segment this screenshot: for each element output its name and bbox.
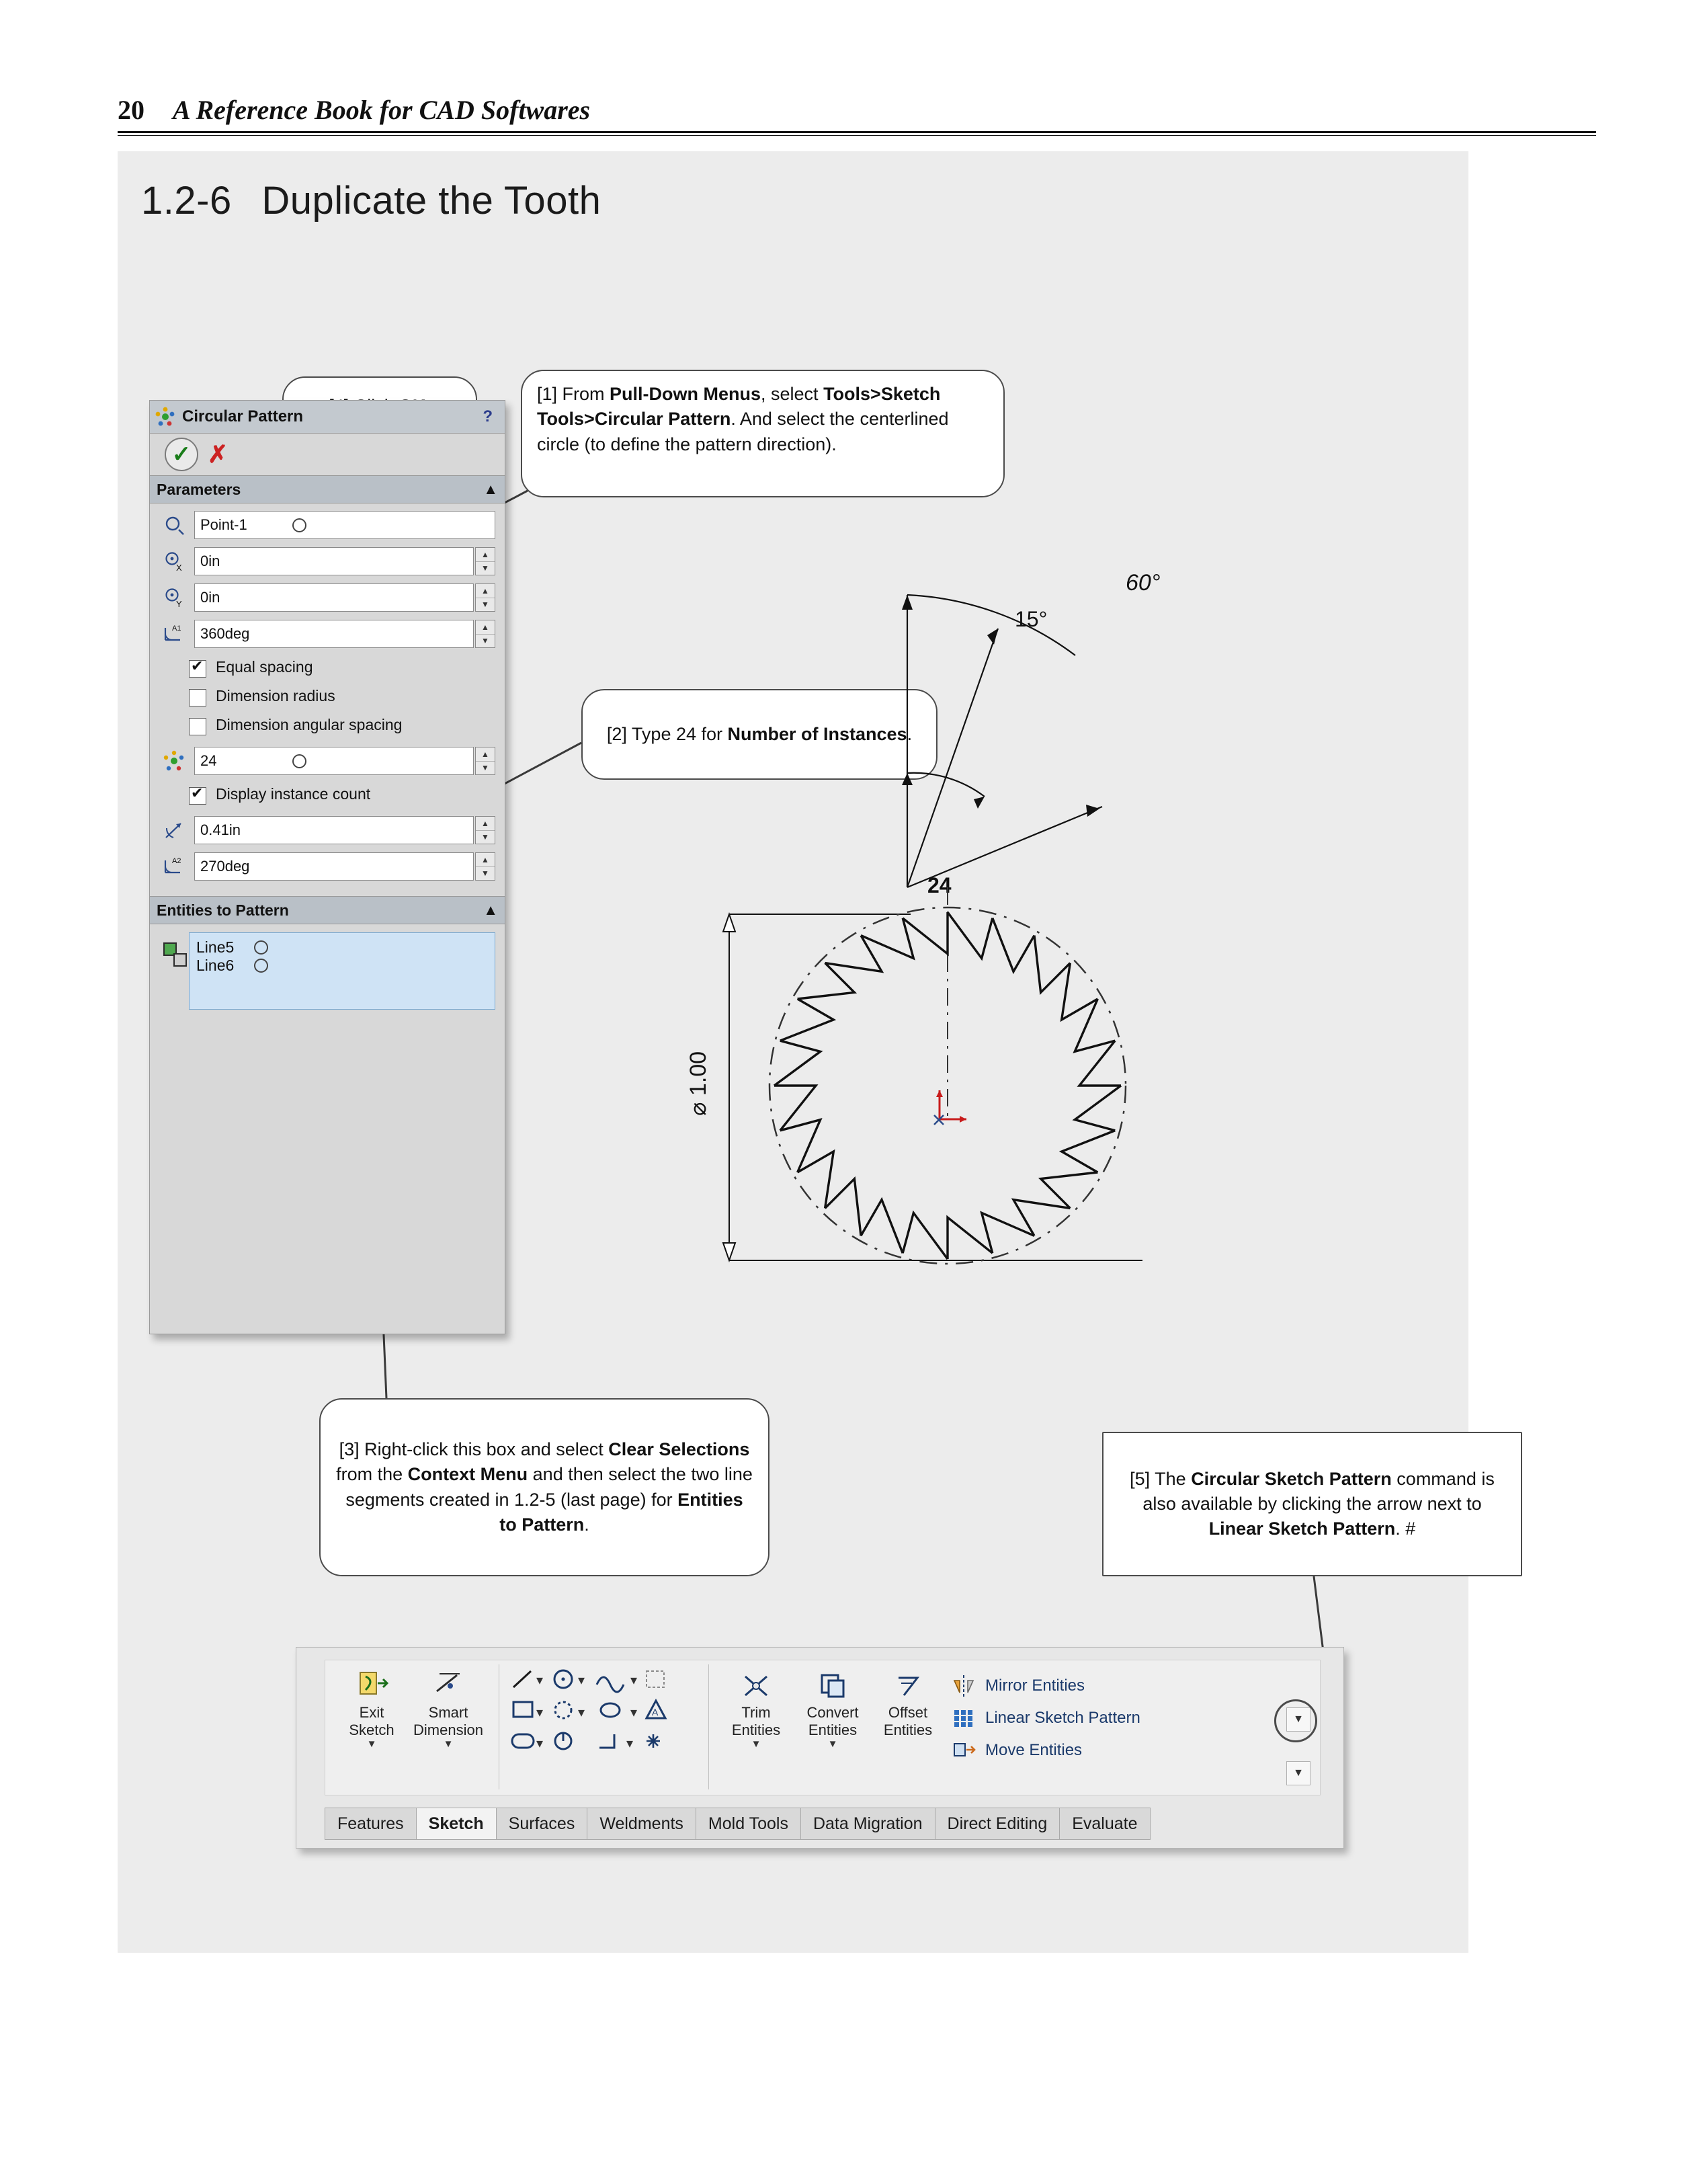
- chevron-down-icon[interactable]: ▼: [443, 1738, 454, 1750]
- sketch-ribbon[interactable]: [296, 1647, 1344, 1849]
- convert-entities-button[interactable]: [796, 1671, 870, 1750]
- smart-dimension-label: Smart Dimension: [413, 1704, 483, 1738]
- panel-confirm-row: [150, 434, 505, 475]
- checkbox-display-instance-count[interactable]: [189, 785, 495, 805]
- page-title: [141, 178, 601, 223]
- checkbox-dimension-radius[interactable]: [189, 687, 495, 706]
- selection-marker: [292, 754, 306, 768]
- svg-text:Y: Y: [176, 599, 182, 609]
- exit-sketch-label: Exit Sketch: [349, 1704, 394, 1738]
- angle-a1-icon: [159, 619, 189, 649]
- radius-input[interactable]: [194, 816, 474, 844]
- header-divider: [118, 131, 1596, 136]
- arc-angle-stepper[interactable]: ▲ ▼: [475, 852, 495, 881]
- tab-data-migration[interactable]: Data Migration: [800, 1808, 935, 1840]
- tab-weldments[interactable]: Weldments: [587, 1808, 696, 1840]
- list-item-label: Line5: [196, 938, 235, 956]
- field-total-angle[interactable]: [159, 619, 495, 649]
- svg-text:X: X: [176, 563, 182, 573]
- svg-text:A2: A2: [172, 857, 181, 865]
- radius-icon: [159, 815, 189, 845]
- section-title: Duplicate the Tooth: [261, 179, 601, 223]
- trim-entities-button[interactable]: [719, 1671, 793, 1750]
- chevron-down-icon[interactable]: ▼: [366, 1738, 377, 1750]
- pattern-dropdown-arrow[interactable]: ▼: [1286, 1707, 1310, 1732]
- section-parameters-label: Parameters: [157, 480, 241, 498]
- checkbox-box[interactable]: [189, 718, 206, 735]
- center-y-stepper[interactable]: ▲ ▼: [475, 583, 495, 612]
- panel-title-text: Circular Pattern: [182, 407, 304, 426]
- total-angle-stepper[interactable]: ▲ ▼: [475, 620, 495, 648]
- selection-marker: [254, 940, 268, 955]
- move-entities-button[interactable]: [950, 1734, 1140, 1767]
- list-item[interactable]: [196, 938, 488, 957]
- instance-count-label: 24: [927, 873, 952, 897]
- chevron-down-icon[interactable]: ▼: [827, 1738, 838, 1750]
- trim-icon: [740, 1671, 772, 1701]
- book-title: A Reference Book for CAD Softwares: [173, 95, 591, 125]
- more-commands-arrow[interactable]: ▼: [1286, 1761, 1310, 1785]
- trim-entities-label: Trim Entities: [731, 1704, 781, 1738]
- total-angle-value: 360deg: [200, 625, 250, 642]
- center-y-value: 0in: [200, 589, 220, 606]
- tab-surfaces[interactable]: Surfaces: [496, 1808, 587, 1840]
- number-of-instances-stepper[interactable]: ▲ ▼: [475, 747, 495, 775]
- svg-text:▾: ▾: [536, 1736, 544, 1751]
- checkbox-box[interactable]: [189, 660, 206, 678]
- section-number: 1.2-6: [141, 179, 232, 223]
- smart-dimension-icon: [430, 1668, 466, 1701]
- ribbon-command-area: [325, 1660, 1321, 1795]
- tab-direct-editing[interactable]: Direct Editing: [935, 1808, 1060, 1840]
- pattern-direction-value: Point-1: [200, 516, 247, 533]
- selection-marker: [254, 959, 268, 973]
- axis-icon: [159, 510, 189, 540]
- move-icon: [950, 1738, 977, 1763]
- angle-a2-icon: [159, 852, 189, 881]
- callout-2: [2] Type 24 for Number of Instances.: [581, 689, 938, 780]
- section-parameters-header[interactable]: [150, 475, 505, 503]
- pattern-direction-input[interactable]: [194, 511, 495, 539]
- svg-text:▾: ▾: [536, 1673, 544, 1688]
- checkbox-label: Equal spacing: [216, 658, 313, 676]
- svg-text:▾: ▾: [630, 1705, 638, 1720]
- field-center-x[interactable]: [159, 547, 495, 576]
- center-x-value: 0in: [200, 553, 220, 569]
- chevron-up-icon[interactable]: ▲: [483, 901, 498, 918]
- exit-sketch-icon: [353, 1668, 390, 1701]
- cancel-button[interactable]: ✗: [208, 440, 228, 468]
- sketch-entities-grid[interactable]: [508, 1667, 703, 1788]
- x-coord-icon: [159, 547, 189, 576]
- chevron-up-icon[interactable]: ▲: [483, 481, 498, 497]
- radius-value: 0.41in: [200, 821, 241, 838]
- callout-3: [3] Right-click this box and select Clear Selections from the Context Menu and then select the two line segments created in 1.2-5 (last page) for Entities to Pattern.: [319, 1398, 769, 1576]
- ribbon-divider-2: [708, 1664, 709, 1789]
- mirror-icon: [950, 1674, 977, 1698]
- circular-pattern-property-panel[interactable]: [149, 400, 505, 1334]
- svg-text:▾: ▾: [536, 1705, 544, 1720]
- convert-entities-label: Convert Entities: [806, 1704, 859, 1738]
- y-coord-icon: [159, 583, 189, 612]
- field-pattern-direction[interactable]: [159, 510, 495, 540]
- convert-icon: [817, 1671, 849, 1701]
- mirror-entities-label: Mirror Entities: [985, 1676, 1085, 1695]
- center-x-input[interactable]: [194, 547, 474, 575]
- gear-sketch: [685, 511, 1331, 1351]
- linear-sketch-pattern-label: Linear Sketch Pattern: [985, 1709, 1140, 1727]
- move-entities-label: Move Entities: [985, 1741, 1083, 1759]
- field-radius[interactable]: [159, 815, 495, 845]
- dimension-60-label: 60°: [1126, 570, 1161, 596]
- number-of-instances-input[interactable]: [194, 747, 474, 775]
- svg-text:▾: ▾: [578, 1673, 585, 1688]
- arc-angle-input[interactable]: [194, 852, 474, 881]
- tab-mold-tools[interactable]: Mold Tools: [696, 1808, 800, 1840]
- checkbox-label: Display instance count: [216, 785, 371, 803]
- arc-angle-value: 270deg: [200, 858, 250, 875]
- number-of-instances-value: 24: [200, 752, 217, 769]
- cad-drawing-view: [685, 511, 1331, 1351]
- tab-sketch[interactable]: Sketch: [416, 1808, 496, 1840]
- checkbox-label: Dimension radius: [216, 687, 335, 704]
- dimension-15-label: 15°: [1015, 607, 1048, 631]
- checkbox-box[interactable]: [189, 787, 206, 805]
- help-icon[interactable]: ?: [483, 407, 493, 426]
- highlight-circle: [1274, 1699, 1317, 1742]
- callout-1: [1] From Pull-Down Menus, select Tools>Sketch Tools>Circular Pattern. And select the centerlined circle (to define the pattern direction).: [521, 370, 1005, 497]
- offset-icon: [892, 1671, 924, 1701]
- page-number: 20: [118, 95, 144, 125]
- instances-icon: [159, 746, 189, 776]
- linear-pattern-icon: [950, 1706, 977, 1730]
- panel-title-bar: [150, 401, 505, 434]
- mirror-entities-button[interactable]: [950, 1670, 1140, 1702]
- list-item-label: Line6: [196, 957, 235, 974]
- svg-text:▾: ▾: [626, 1736, 634, 1751]
- svg-text:▾: ▾: [630, 1673, 638, 1688]
- svg-text:▾: ▾: [578, 1705, 585, 1720]
- field-arc-angle[interactable]: [159, 852, 495, 881]
- tab-features[interactable]: Features: [325, 1808, 416, 1840]
- ribbon-tabs[interactable]: [325, 1808, 1151, 1838]
- exit-sketch-button[interactable]: [335, 1668, 409, 1750]
- circular-pattern-icon: [155, 407, 175, 427]
- ribbon-right-column[interactable]: [950, 1670, 1140, 1767]
- center-x-stepper[interactable]: ▲ ▼: [475, 547, 495, 575]
- chevron-down-icon[interactable]: ▼: [751, 1738, 761, 1750]
- radius-stepper[interactable]: ▲ ▼: [475, 816, 495, 844]
- callout-5: [5] The Circular Sketch Pattern command is also available by clicking the arrow next to Linear Sketch Pattern. #: [1102, 1432, 1522, 1576]
- field-number-of-instances[interactable]: [159, 746, 495, 776]
- list-item[interactable]: [196, 957, 488, 975]
- entities-icon: [161, 940, 190, 970]
- offset-entities-label: Offset Entities: [883, 1704, 933, 1738]
- offset-entities-button[interactable]: [871, 1671, 945, 1738]
- total-angle-input[interactable]: [194, 620, 474, 648]
- section-entities-label: Entities to Pattern: [157, 901, 289, 919]
- center-y-input[interactable]: [194, 583, 474, 612]
- field-center-y[interactable]: [159, 583, 495, 612]
- entities-to-pattern-list[interactable]: [189, 932, 495, 1010]
- checkbox-box[interactable]: [189, 689, 206, 706]
- page-header: [118, 94, 1596, 136]
- tab-evaluate[interactable]: Evaluate: [1059, 1808, 1150, 1840]
- smart-dimension-button[interactable]: [411, 1668, 485, 1750]
- checkbox-dimension-angular-spacing[interactable]: [189, 716, 495, 735]
- checkbox-label: Dimension angular spacing: [216, 716, 403, 733]
- svg-text:A: A: [652, 1707, 659, 1717]
- diameter-label: ⌀ 1.00: [685, 1051, 711, 1116]
- origin-marker: [934, 1090, 966, 1125]
- section-entities-header[interactable]: [150, 896, 505, 924]
- svg-text:A1: A1: [172, 624, 181, 633]
- checkbox-equal-spacing[interactable]: [189, 658, 495, 678]
- ok-button[interactable]: ✓: [165, 438, 198, 471]
- linear-sketch-pattern-button[interactable]: [950, 1702, 1140, 1734]
- selection-marker: [292, 518, 306, 532]
